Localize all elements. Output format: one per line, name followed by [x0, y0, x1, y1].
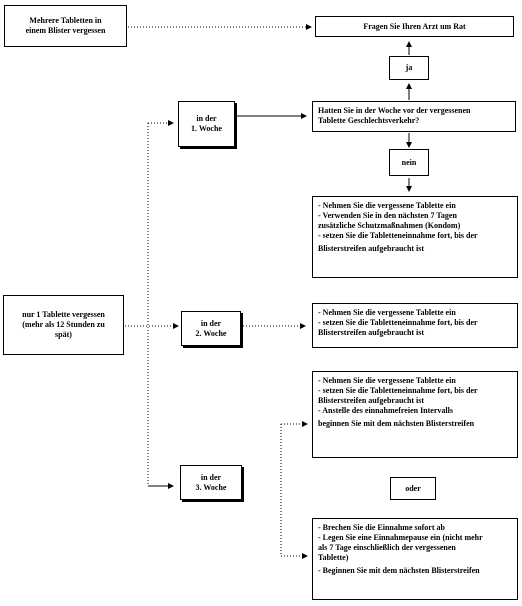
week2-action-3: Blisterstreifen aufgebraucht ist [318, 328, 425, 337]
week1-action-5: Blisterstreifen aufgebraucht ist [318, 244, 425, 253]
week3-line-1: in der [200, 472, 222, 482]
week3b-action-2: - Legen Sie eine Einnahmepause ein (nicht mehr [318, 533, 483, 542]
week1-box [178, 101, 235, 147]
yes-text: ja [405, 63, 413, 72]
week1-line-1: in der [196, 114, 217, 123]
ask-doctor-box [315, 16, 514, 37]
week3-box [180, 465, 242, 500]
week2-action-2: - setzen Sie die Tabletteneinnahme fort, bis der [318, 318, 478, 327]
week1-actions-box [312, 196, 518, 278]
question-line-2: Tablette Geschlechtsverkehr? [318, 116, 420, 125]
week3-line-2: 3. Woche [195, 482, 227, 492]
single-line-3: spät) [55, 330, 72, 339]
week3a-action-3: Blisterstreifen aufgebraucht ist [318, 396, 425, 405]
week3a-action-2: - setzen Sie die Tabletteneinnahme fort, bis der [318, 386, 478, 395]
question-line-1: Hatten Sie in der Woche vor der vergessenen [318, 106, 471, 115]
week2-action-1: - Nehmen Sie die vergessene Tablette ein [318, 308, 456, 317]
week3b-action-5: - Beginnen Sie mit dem nächsten Blisterstreifen [318, 566, 480, 575]
week1-action-4: - setzen Sie die Tabletteneinnahme fort, bis der [318, 231, 478, 240]
week1-action-1: - Nehmen Sie die vergessene Tablette ein [318, 201, 456, 210]
week3a-action-1: - Nehmen Sie die vergessene Tablette ein [318, 376, 456, 385]
no-box [389, 149, 429, 176]
multiple-line-2: einem Blister vergessen [25, 26, 106, 35]
week2-line-1: in der [200, 318, 222, 328]
week1-line-2: 1. Woche [191, 124, 222, 133]
ask-doctor-text: Fragen Sie Ihren Arzt um Rat [363, 21, 466, 31]
single-tablet-box [3, 295, 124, 355]
week3b-action-1: - Brechen Sie die Einnahme sofort ab [318, 523, 445, 532]
week3a-action-4: - Anstelle des einnahmefreien Intervalls [318, 406, 453, 415]
single-line-1: nur 1 Tablette vergessen [22, 310, 105, 319]
week1-action-2: - Verwenden Sie in den nächsten 7 Tagen [318, 211, 457, 220]
week3b-action-3: als 7 Tage einschließlich der vergessenen [318, 543, 456, 552]
yes-box [389, 56, 429, 80]
or-text: oder [405, 483, 421, 493]
multiple-tablets-box [4, 5, 127, 47]
or-box [390, 477, 436, 500]
week2-actions-box [312, 303, 518, 348]
single-line-2: (mehr als 12 Stunden zu [22, 320, 105, 329]
week1-action-3: zusätzliche Schutzmaßnahmen (Kondom) [318, 221, 461, 230]
question-box [312, 101, 516, 132]
week2-box [181, 311, 241, 346]
week3-option-b-box [312, 518, 518, 600]
week3-option-a-box [312, 371, 518, 458]
week2-line-2: 2. Woche [195, 328, 227, 338]
no-text: nein [401, 157, 417, 167]
week3a-action-5: beginnen Sie mit dem nächsten Blisterstreifen [318, 419, 475, 428]
multiple-line-1: Mehrere Tabletten in [29, 16, 102, 25]
week3b-action-4: Tablette) [318, 553, 349, 562]
